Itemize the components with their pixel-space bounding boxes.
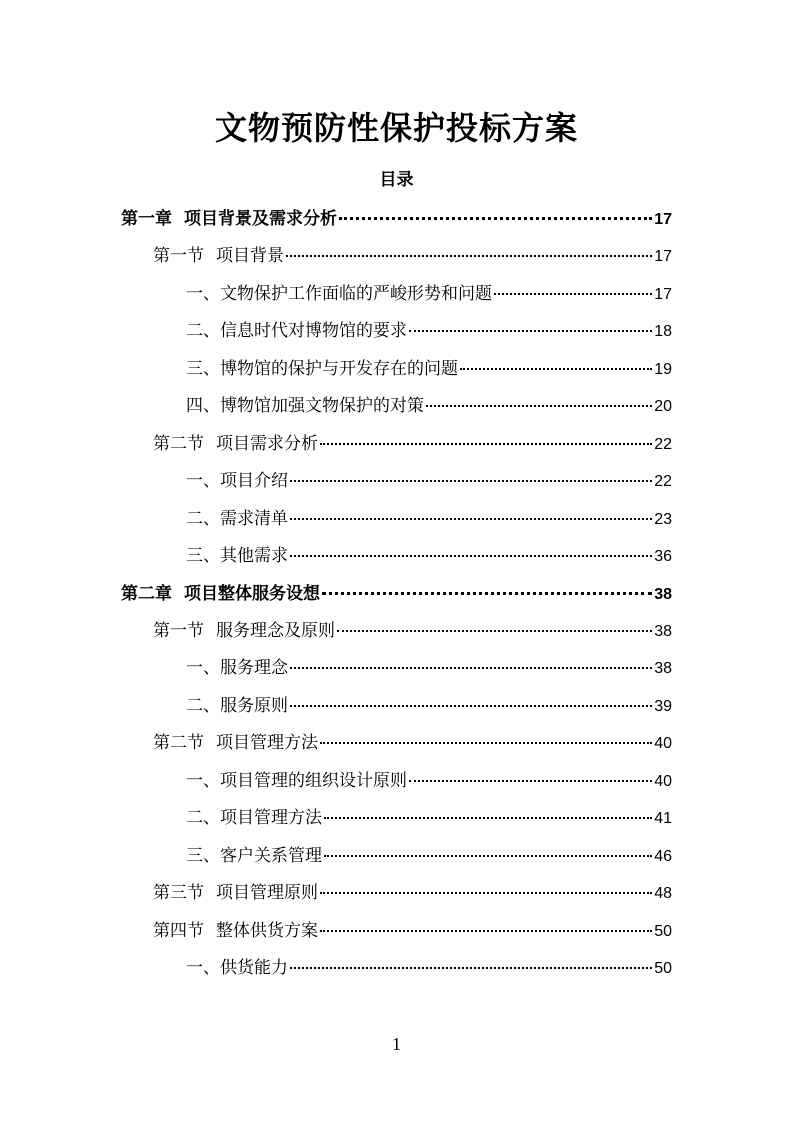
toc-entry-page: 19	[654, 360, 672, 378]
toc-entry-label: 博物馆的保护与开发存在的问题	[220, 358, 458, 379]
toc-entry-page: 22	[654, 435, 672, 453]
toc-entry-label: 服务理念	[220, 658, 288, 679]
toc-entry-page: 48	[654, 885, 672, 903]
toc-entry-text	[186, 953, 288, 983]
toc-entry-text	[186, 541, 288, 571]
toc-entry-page: 20	[654, 398, 672, 416]
toc-entry[interactable]	[153, 241, 672, 271]
toc-entry-number: 一、	[186, 283, 220, 304]
toc-dot-leader	[290, 963, 652, 969]
toc-entry-label: 项目管理原则	[216, 883, 318, 904]
toc-entry-text	[121, 204, 337, 234]
toc-entry-page: 38	[654, 585, 672, 603]
toc-entry-label: 客户关系管理	[220, 845, 322, 866]
toc-entry[interactable]	[186, 953, 672, 983]
toc-dot-leader	[339, 213, 652, 220]
toc-entry[interactable]	[186, 316, 672, 346]
toc-entry-label: 整体供货方案	[216, 920, 318, 941]
toc-entry-text	[186, 841, 322, 871]
toc-entry-label: 项目介绍	[220, 471, 288, 492]
toc-dot-leader	[320, 888, 652, 894]
toc-entry-number: 三、	[186, 546, 220, 567]
toc-entry-number: 第二章	[121, 583, 172, 604]
toc-dot-leader	[290, 476, 652, 482]
toc-entry-page: 17	[654, 211, 672, 228]
toc-entry-number: 二、	[186, 695, 220, 716]
toc-entry[interactable]	[186, 279, 672, 309]
toc-entry-number: 第三节	[153, 883, 204, 904]
toc-dot-leader	[460, 364, 652, 370]
toc-entry-page: 17	[654, 285, 672, 303]
document-title: 文物预防性保护投标方案	[214, 109, 578, 147]
toc-entry-page: 17	[654, 248, 672, 266]
toc-entry-text	[186, 354, 458, 384]
toc-heading: 目录	[379, 170, 414, 190]
toc-entry-page: 38	[654, 622, 672, 640]
toc-entry-text	[186, 803, 322, 833]
toc-entry-label: 博物馆加强文物保护的对策	[220, 396, 424, 417]
toc-entry-text	[186, 504, 288, 534]
toc-entry-text	[186, 279, 492, 309]
toc-entry-number: 第二节	[153, 433, 204, 454]
toc-dot-leader	[409, 326, 652, 332]
toc-entry-page: 46	[654, 847, 672, 865]
toc-entry[interactable]	[121, 204, 672, 234]
toc-entry-number: 第四节	[153, 920, 204, 941]
toc-entry-text	[153, 616, 335, 646]
toc-entry-number: 一、	[186, 471, 220, 492]
toc-entry[interactable]	[186, 766, 672, 796]
toc-dot-leader	[290, 514, 652, 520]
toc-entry-page: 22	[654, 473, 672, 491]
toc-entry[interactable]	[153, 616, 672, 646]
toc-dot-leader	[320, 738, 652, 744]
toc-entry-text	[186, 653, 288, 683]
toc-dot-leader	[320, 926, 652, 932]
page-number: 1	[392, 1034, 401, 1054]
toc-entry[interactable]	[153, 878, 672, 908]
toc-entry-label: 项目需求分析	[216, 433, 318, 454]
toc-entry-label: 信息时代对博物馆的要求	[220, 321, 407, 342]
toc-entry[interactable]	[186, 691, 672, 721]
toc-entry-text	[186, 766, 407, 796]
toc-entry-page: 50	[654, 922, 672, 940]
toc-dot-leader	[322, 588, 652, 595]
toc-entry-text	[186, 316, 407, 346]
toc-entry[interactable]	[121, 579, 672, 609]
toc-entry-label: 文物保护工作面临的严峻形势和问题	[220, 283, 492, 304]
toc-dot-leader	[494, 289, 652, 295]
toc-entry-text	[153, 241, 284, 271]
toc-entry-text	[186, 691, 288, 721]
toc-entry-label: 项目背景	[216, 246, 284, 267]
toc-entry-text	[121, 579, 320, 609]
toc-entry-number: 第二节	[153, 733, 204, 754]
toc-dot-leader	[286, 251, 652, 257]
toc-dot-leader	[290, 663, 652, 669]
toc-entry[interactable]	[186, 391, 672, 421]
toc-entry-page: 23	[654, 510, 672, 528]
toc-entry-label: 项目管理的组织设计原则	[220, 770, 407, 791]
toc-dot-leader	[320, 439, 652, 445]
toc-entry-number: 一、	[186, 958, 220, 978]
toc-entry-text	[186, 466, 288, 496]
toc-entry-page: 39	[654, 697, 672, 715]
toc-entry-label: 服务原则	[220, 695, 288, 716]
toc-entry-page: 18	[654, 323, 672, 341]
toc-entry-number: 一、	[186, 658, 220, 679]
toc-entry-text	[153, 878, 318, 908]
toc-entry-number: 二、	[186, 808, 220, 829]
toc-entry-label: 项目背景及需求分析	[184, 209, 337, 229]
toc-entry-text	[186, 391, 424, 421]
toc-entry[interactable]	[186, 466, 672, 496]
toc-dot-leader	[409, 776, 652, 782]
toc-entry-text	[153, 429, 318, 459]
toc-entry[interactable]	[186, 841, 672, 871]
toc-entry-number: 四、	[186, 396, 220, 417]
toc-entry-label: 项目管理方法	[220, 808, 322, 829]
toc-entry-page: 41	[654, 810, 672, 828]
toc-dot-leader	[426, 401, 652, 407]
toc-entry[interactable]	[153, 916, 672, 946]
toc-dot-leader	[290, 701, 652, 707]
toc-entry-number: 第一章	[121, 209, 172, 229]
toc-entry-number: 二、	[186, 321, 220, 342]
toc-entry[interactable]	[153, 728, 672, 758]
toc-entry-label: 项目整体服务设想	[184, 583, 320, 604]
toc-dot-leader	[324, 813, 652, 819]
toc-entry-label: 项目管理方法	[216, 733, 318, 754]
toc-entry-number: 第一节	[153, 246, 204, 267]
toc-entry-label: 供货能力	[220, 958, 288, 978]
toc-dot-leader	[324, 851, 652, 857]
toc-entry-number: 二、	[186, 508, 220, 529]
toc-entry-page: 50	[654, 960, 672, 977]
toc-entry[interactable]	[186, 354, 672, 384]
toc-dot-leader	[337, 626, 652, 632]
toc-entry-text	[153, 916, 318, 946]
toc-entry-number: 第一节	[153, 620, 204, 641]
toc-entry-page: 40	[654, 735, 672, 753]
toc-entry[interactable]	[153, 429, 672, 459]
toc-entry-number: 三、	[186, 358, 220, 379]
toc-entry-text	[153, 728, 318, 758]
toc-entry-label: 服务理念及原则	[216, 620, 335, 641]
toc-entry-label: 其他需求	[220, 546, 288, 567]
toc-entry-number: 一、	[186, 770, 220, 791]
toc-entry-number: 三、	[186, 845, 220, 866]
toc-entry-page: 36	[654, 548, 672, 566]
toc-entry[interactable]	[186, 803, 672, 833]
toc-dot-leader	[290, 551, 652, 557]
toc-entry[interactable]	[186, 504, 672, 534]
toc-entry-label: 需求清单	[220, 508, 288, 529]
toc-entry[interactable]	[186, 541, 672, 571]
toc-entry[interactable]	[186, 653, 672, 683]
toc-entry-page: 40	[654, 772, 672, 790]
toc-entry-page: 38	[654, 660, 672, 678]
